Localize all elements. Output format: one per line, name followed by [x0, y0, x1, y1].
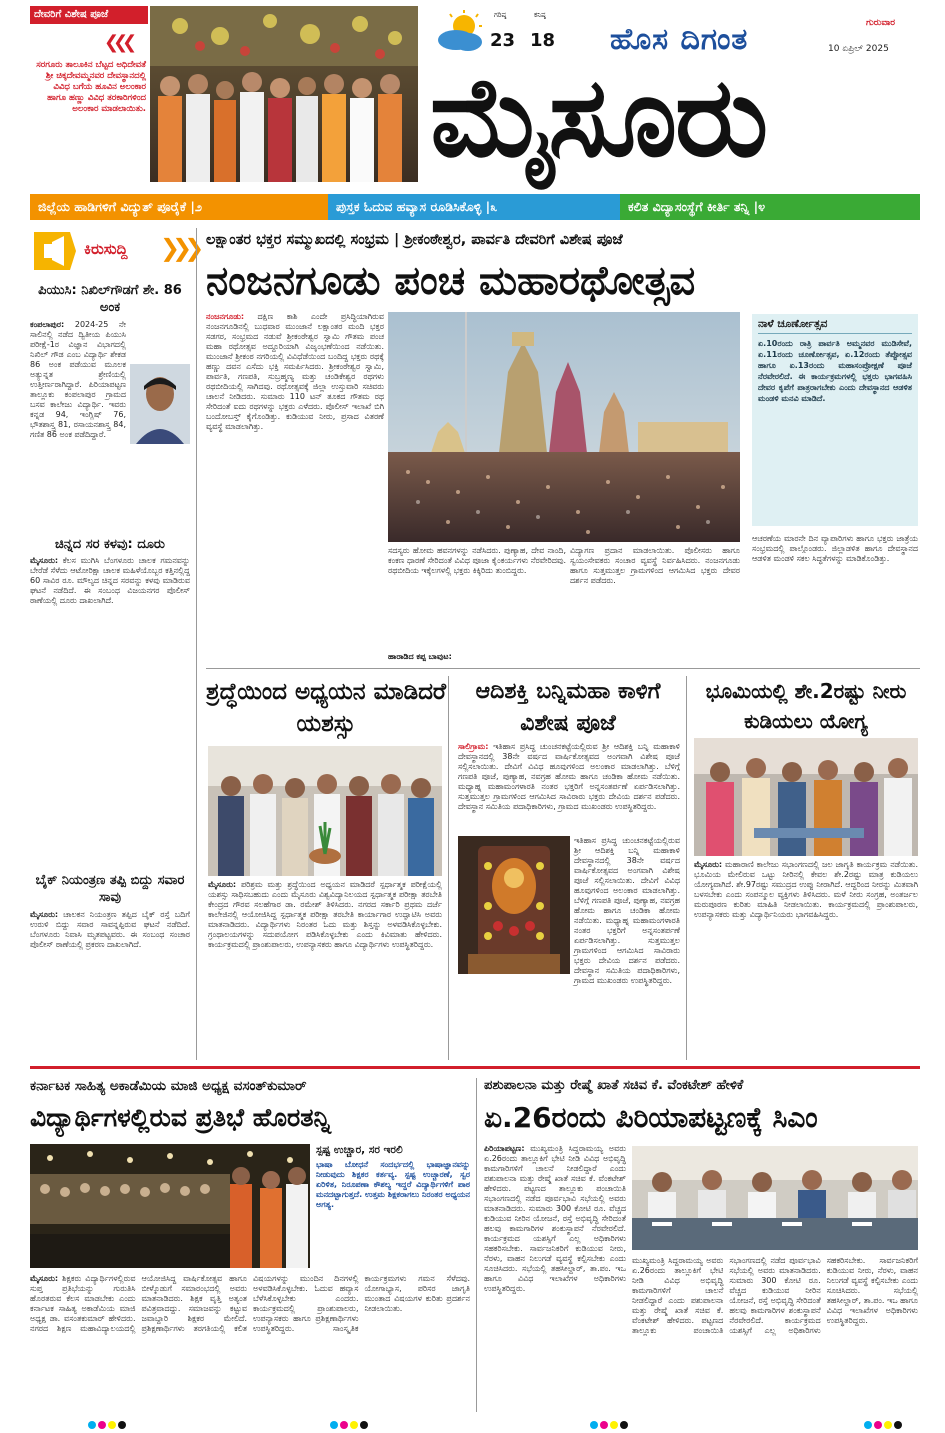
min-temp: 18	[530, 30, 556, 51]
sidebar-item2-dateline: ಮೈಸೂರು:	[30, 556, 59, 565]
lead-body-col2	[388, 546, 566, 662]
city-nameplate: ಮೈಸೂರು	[430, 53, 767, 181]
chevron-left-icon: ❮❮❮	[104, 32, 132, 53]
info-box-body: ಏ.10ರಂದು ರಾತ್ರಿ ಪಾರ್ವತಿ ಅಮ್ಮನವರ ಮುಡಿಸೇವೆ, ಏ.11ರಂದು ಚೂರ್ಣೋತ್ಸವ, ಏ.12ರಂದು ತೆಪ್ಪೋತ್ಸವ ಹಾಗೂ ಏ.13ರಂದು ಮಹಾಸಂಪ್ರೋಕ್ಷಣೆ ಪೂಜೆ ನೆರವೇರಲಿದೆ. ಈ ಕಾರ್ಯಕ್ರಮಗಳಲ್ಲಿ ಭಕ್ತರು ಭಾಗವಹಿಸಿ ದೇವರ ಕೃಪೆಗೆ ಪಾತ್ರರಾಗಬೇಕು ಎಂದು ದೇವಸ್ಥಾನದ ಆಡಳಿತ ಮಂಡಳಿ ಮನವಿ ಮಾಡಿದೆ.	[758, 339, 912, 403]
lead-headline: ನಂಜನಗೂಡು ಪಂಚ ಮಹಾರಥೋತ್ಸವ	[206, 258, 696, 304]
story3-dateline: ಸಾಲಿಗ್ರಾಮ:	[458, 742, 489, 751]
registration-marks-left	[88, 1414, 128, 1433]
goddess-photo	[458, 836, 570, 974]
story2-text: ಪರಿಶ್ರಮ ಮತ್ತು ಶ್ರದ್ಧೆಯಿಂದ ಅಧ್ಯಯನ ಮಾಡಿದರೆ ಸ್ಪರ್ಧಾತ್ಮಕ ಪರೀಕ್ಷೆಯಲ್ಲಿ ಯಶಸ್ಸು ಸಾಧಿಸಬಹುದು ಎಂದು ಮೈಸೂರು ವಿಶ್ವವಿದ್ಯಾನಿಲಯದ ಸ್ಪರ್ಧಾತ್ಮಕ ಪರೀಕ್ಷಾ ತರಬೇತಿ ಕೇಂದ್ರದ ಗೌರವ ಸಲಹೆಗಾರ ಡಾ. ರಮೇಶ್ ತಿಳಿಸಿದರು. ನಗರದ ಸರ್ಕಾರಿ ಪ್ರಥಮ ದರ್ಜೆ ಕಾಲೇಜಿನಲ್ಲಿ ಆಯೋಜಿಸಿದ್ದ ಸ್ಪರ್ಧಾತ್ಮಕ ಪರೀಕ್ಷಾ ತರಬೇತಿ ಕಾರ್ಯಾಗಾರ ಉದ್ಘಾಟಿಸಿ ಅವರು ಮಾತನಾಡಿದರು. ವಿದ್ಯಾರ್ಥಿಗಳು ನಿರಂತರ ಓದು ಮತ್ತು ಶಿಸ್ತನ್ನು ಅಳವಡಿಸಿಕೊಳ್ಳಬೇಕು. ಗ್ರಂಥಾಲಯಗಳನ್ನು ಸದುಪಯೋಗ ಪಡಿಸಿಕೊಳ್ಳಬೇಕು ಎಂದು ಕಿವಿಮಾತು ಹೇಳಿದರು. ಕಾರ್ಯಕ್ರಮದಲ್ಲಿ ಪ್ರಾಂಶುಪಾಲರು, ಉಪನ್ಯಾಸಕರು ಹಾಗೂ ವಿದ್ಯಾರ್ಥಿಗಳು ಉಪಸ್ಥಿತರಿದ್ದರು.	[208, 880, 442, 949]
temple-priests-photo	[150, 6, 418, 182]
devotion-tag: ದೇವರಿಗೆ ವಿಶೇಷ ಪೂಜೆ	[30, 6, 148, 24]
story3-body-top	[458, 742, 680, 832]
teaser-2-page: |೩	[485, 199, 498, 214]
lead-body3-text: ವಿದ್ಯಾಗಣ ಪ್ರದಾನ ಮಾಡಲಾಯಿತು. ಪೊಲೀಸರು ಹಾಗೂ ಸ್ವಯಂಸೇವಕರು ಸಂಚಾರ ವ್ಯವಸ್ಥೆ ನಿರ್ವಹಿಸಿದರು. ನಂಜನಗೂಡು ಹಾಗೂ ಸುತ್ತಮುತ್ತಲ ಗ್ರಾಮಗಳಿಂದ ಆಗಮಿಸಿದ ಭಕ್ತರು ದೇವರ ದರ್ಶನ ಪಡೆದರು.	[570, 546, 740, 585]
sidebar-divider	[196, 228, 197, 1060]
info-box	[752, 314, 918, 526]
sidebar-item2-text: ಕೆಲಸ ಮುಗಿಸಿ ಬೆಂಗಳೂರು ಚಾಲಕ ಗಮನವನ್ನು ಬೇರೆಡೆ ಸೆಳೆದು ಆಟೋರಿಕ್ಷಾ ಚಾಲಕ ಮಹಿಳೆಯೊಬ್ಬರ ಕತ್ತಿನಲ್ಲಿದ್ದ 60 ಸಾವಿರ ರೂ. ಮೌಲ್ಯದ ಚಿನ್ನದ ಸರವನ್ನು ಕಳವು ಮಾಡಿರುವ ಘಟನೆ ನಡೆದಿದೆ. ಈ ಸಂಬಂಧ ವಿಜಯನಗರ ಪೊಲೀಸ್ ಠಾಣೆಯಲ್ಲಿ ದೂರು ದಾಖಲಾಗಿದೆ.	[30, 556, 190, 605]
lead-dateline: ನಂಜನಗೂಡು:	[206, 312, 245, 321]
story6-photo	[632, 1146, 918, 1250]
brand-logo: ಹೊಸ ದಿಗಂತ	[610, 22, 749, 57]
sidebar-item3-title: ಬೈಕ್ ನಿಯಂತ್ರಣ ತಪ್ಪಿ ಬಿದ್ದು ಸವಾರ ಸಾವು	[35, 873, 185, 905]
story6-body-cols	[632, 1256, 918, 1412]
registration-marks-far-right	[864, 1414, 904, 1433]
teaser-2[interactable]	[328, 194, 620, 220]
teaser-3-text: ಕಲಿತ ವಿದ್ಯಾಸಂಸ್ಥೆಗೆ ಕೀರ್ತಿ ತನ್ನಿ	[628, 199, 750, 214]
lead-kicker: ಲಕ್ಷಾಂತರ ಭಕ್ತರ ಸಮ್ಮುಖದಲ್ಲಿ ಸಂಭ್ರಮ | ಶ್ರೀಕಂಠೇಶ್ವರ, ಪಾರ್ವತಿ ದೇವರಿಗೆ ವಿಶೇಷ ಪೂಜೆ	[206, 232, 623, 248]
megaphone-icon	[30, 228, 80, 274]
teaser-bar	[30, 194, 920, 220]
story6-dateline: ಪಿರಿಯಾಪಟ್ಟಣ:	[484, 1144, 525, 1153]
story4-photo	[694, 738, 918, 856]
teaser-1-text: ಜಿಲ್ಲೆಯ ಹಾಡಿಗಳಿಗೆ ವಿದ್ಯುತ್ ಪೂರೈಕೆ	[38, 199, 187, 214]
col-divider-1	[448, 676, 449, 1060]
story5-photo	[30, 1144, 310, 1268]
story3-headline: ಆದಿಶಕ್ತಿ ಬನ್ನಿಮಹಾ ಕಾಳಿಗೆ ವಿಶೇಷ ಪೂಜೆ	[475, 679, 661, 736]
col-divider-bottom	[476, 1078, 477, 1412]
story3-text: ಇತಿಹಾಸ ಪ್ರಸಿದ್ಧ ಚುಂಚನಕಟ್ಟೆಯಲ್ಲಿರುವ ಶ್ರೀ ಆದಿಶಕ್ತಿ ಬನ್ನಿ ಮಹಾಕಾಳಿ ದೇವಸ್ಥಾನದಲ್ಲಿ 38ನೇ ವರ್ಷದ ವಾರ್ಷಿಕೋತ್ಸವದ ಅಂಗವಾಗಿ ವಿಶೇಷ ಪೂಜೆ ಸಲ್ಲಿಸಲಾಯಿತು. ದೇವಿಗೆ ವಿವಿಧ ಹೂವುಗಳಿಂದ ಅಲಂಕಾರ ಮಾಡಲಾಗಿತ್ತು. ಬೆಳಿಗ್ಗೆ ಗಣಪತಿ ಪೂಜೆ, ಪುಣ್ಯಾಹ, ನವಗ್ರಹ ಹೋಮ ಹಾಗೂ ಚಂಡಿಕಾ ಹೋಮ ನಡೆಯಿತು. ಮಧ್ಯಾಹ್ನ ಮಹಾಮಂಗಳಾರತಿ ನಂತರ ಭಕ್ತರಿಗೆ ಅನ್ನಸಂತರ್ಪಣೆ ಏರ್ಪಡಿಸಲಾಗಿತ್ತು. ಸುತ್ತಮುತ್ತಲ ಗ್ರಾಮಗಳಿಂದ ಆಗಮಿಸಿದ ಸಾವಿರಾರು ಭಕ್ತರು ದೇವಿಯ ದರ್ಶನ ಪಡೆದರು. ದೇವಸ್ಥಾನ ಸಮಿತಿಯ ಪದಾಧಿಕಾರಿಗಳು, ಗ್ರಾಮದ ಮುಖಂಡರು ಉಪಸ್ಥಿತರಿದ್ದರು.	[458, 742, 680, 811]
chevron-right-icon: ❯❯❯	[160, 234, 197, 262]
issue-day: ಗುರುವಾರ	[866, 18, 896, 28]
sidebar-item2-title: ಚಿನ್ನದ ಸರ ಕಳವು: ದೂರು	[55, 537, 165, 552]
teaser-3[interactable]	[620, 194, 920, 220]
lead-body2-text: ಸದಸ್ಯರು ಹೋಮ ಹವನಗಳನ್ನು ನಡೆಸಿದರು. ಪುಣ್ಯಾಹ, ದೇವ ನಾಂದಿ, ಕಂಕಣ ಧಾರಣೆ ಸೇರಿದಂತೆ ವಿವಿಧ ಪೂಜಾ ಕೈಂಕರ್ಯಗಳು ನೆರವೇರಿದವು. ರಥಬೀದಿಯ ಇಕ್ಕೆಲಗಳಲ್ಲಿ ಭಕ್ತರು ಕಿಕ್ಕಿರಿದು ತುಂಬಿದ್ದರು.	[388, 546, 566, 575]
story6-kicker: ಪಶುಪಾಲನಾ ಮತ್ತು ರೇಷ್ಮೆ ಖಾತೆ ಸಚಿವ ಕೆ. ವೆಂಕಟೇಶ್ ಹೇಳಿಕೆ	[484, 1078, 744, 1093]
lead-body4-text: ಆಚರಣೆಯ ಮಾರನೇ ದಿನ ವ್ಯಾಪಾರಿಗಳು ಹಾಗೂ ಭಕ್ತರು ಜಾತ್ರೆಯ ಸಂಭ್ರಮದಲ್ಲಿ ಪಾಲ್ಗೊಂಡರು. ಜಿಲ್ಲಾಡಳಿತ ಹಾಗೂ ದೇವಸ್ಥಾನದ ಆಡಳಿತ ಮಂಡಳಿ ಸಕಲ ಸಿದ್ಧತೆಗಳನ್ನು ಮಾಡಿಕೊಂಡಿತ್ತು.	[752, 534, 918, 563]
lead-caption: ಹಾರಾಡಿದ ಕಪ್ಪ ಬಾವುಟ:	[388, 652, 452, 661]
kirusuddi-text: ಕಿರುಸುದ್ದಿ	[84, 240, 128, 258]
story6-text-cont: ಮುಖ್ಯಮಂತ್ರಿ ಸಿದ್ದರಾಮಯ್ಯ ಅವರು ಏ.26ರಂದು ತಾಲ್ಲೂಕಿಗೆ ಭೇಟಿ ನೀಡಿ ವಿವಿಧ ಅಭಿವೃದ್ಧಿ ಕಾಮಗಾರಿಗಳಿಗೆ ಚಾಲನೆ ನೀಡಲಿದ್ದಾರೆ ಎಂದು ಪಶುಪಾಲನಾ ಮತ್ತು ರೇಷ್ಮೆ ಖಾತೆ ಸಚಿವ ಕೆ. ವೆಂಕಟೇಶ್ ಹೇಳಿದರು. ಪಟ್ಟಣದ ತಾಲ್ಲೂಕು ಪಂಚಾಯಿತಿ ಸಭಾಂಗಣದಲ್ಲಿ ನಡೆದ ಪೂರ್ವಭಾವಿ ಸಭೆಯಲ್ಲಿ ಅವರು ಮಾತನಾಡಿದರು. ಸುಮಾರು 300 ಕೋಟಿ ರೂ. ವೆಚ್ಚದ ಕುಡಿಯುವ ನೀರಿನ ಯೋಜನೆ, ರಸ್ತೆ ಅಭಿವೃದ್ಧಿ ಸೇರಿದಂತೆ ಹಲವು ಕಾಮಗಾರಿಗಳ ಶಂಕುಸ್ಥಾಪನೆ ನೆರವೇರಲಿದೆ. ಕಾರ್ಯಕ್ರಮದ ಯಶಸ್ಸಿಗೆ ಎಲ್ಲ ಅಧಿಕಾರಿಗಳು ಸಹಕರಿಸಬೇಕು. ಸಾರ್ವಜನಿಕರಿಗೆ ಕುಡಿಯುವ ನೀರು, ನೆರಳು, ವಾಹನ ನಿಲುಗಡೆ ವ್ಯವಸ್ಥೆ ಕಲ್ಪಿಸಬೇಕು ಎಂದು ಸೂಚಿಸಿದರು. ಸಭೆಯಲ್ಲಿ ತಹಸೀಲ್ದಾರ್, ತಾ.ಪಂ. ಇಒ ಹಾಗೂ ವಿವಿಧ ಇಲಾಖೆಗಳ ಅಧಿಕಾರಿಗಳು ಉಪಸ್ಥಿತರಿದ್ದರು.	[632, 1256, 918, 1335]
rathotsava-photo	[388, 312, 740, 542]
story5-pull-body: ಭಾಷಾ ಬೋಧನೆ ಸಂದರ್ಭದಲ್ಲಿ ಭಾಷಾಜ್ಞಾನವನ್ನು ನೀಡುವುದು ಶಿಕ್ಷಕರ ಕರ್ತವ್ಯ. ಸ್ಪಷ್ಟ ಉಚ್ಚಾರಣೆ, ಸ್ವರ ಏರಿಳಿತ, ನಿರೂಪಣಾ ಕೌಶಲ್ಯ ಇದ್ದರೆ ವಿದ್ಯಾರ್ಥಿಗಳಿಗೆ ಪಾಠ ಮನದಟ್ಟಾಗುತ್ತದೆ. ಉತ್ತಮ ಶಿಕ್ಷಕರಾಗಲು ನಿರಂತರ ಅಧ್ಯಯನ ಅಗತ್ಯ.	[316, 1160, 470, 1209]
sidebar-item2-body	[30, 556, 190, 862]
sidebar-item3-body	[30, 910, 190, 1060]
sidebar-item1-dateline: ಕಂಪಲಾಪುರ:	[30, 320, 65, 329]
lead-body-col4	[752, 534, 918, 662]
story5-body	[30, 1274, 470, 1412]
story5-dateline: ಮೈಸೂರು:	[30, 1274, 59, 1283]
teaser-1[interactable]	[30, 194, 328, 220]
story5-headline: ವಿದ್ಯಾರ್ಥಿಗಳಲ್ಲಿರುವ ಪ್ರತಿಭೆ ಹೊರತನ್ನಿ	[30, 1103, 331, 1132]
lead-body-col1	[206, 312, 384, 662]
story6-headline: ಏ.26ರಂದು ಪಿರಿಯಾಪಟ್ಟಣಕ್ಕೆ ಸಿಎಂ	[484, 1101, 818, 1134]
col-divider-2	[686, 676, 687, 1060]
mid-bottom-rule	[30, 1066, 920, 1069]
issue-date: 10 ಏಪ್ರಿಲ್ 2025	[828, 44, 889, 54]
teaser-2-text: ಪುಸ್ತಕ ಓದುವ ಹವ್ಯಾಸ ರೂಡಿಸಿಕೊಳ್ಳಿ	[336, 199, 482, 214]
story2-dateline: ಮೈಸೂರು:	[208, 880, 237, 889]
max-temp-label: ಗರಿಷ್ಠ	[494, 11, 507, 19]
story5-text: ಶಿಕ್ಷಕರು ವಿದ್ಯಾರ್ಥಿಗಳಲ್ಲಿರುವ ಸುಪ್ತ ಪ್ರತಿಭೆಯನ್ನು ಗುರುತಿಸಿ ಹೊರತರುವ ಕೆಲಸ ಮಾಡಬೇಕು ಎಂದು ಕರ್ನಾಟಕ ಸಾಹಿತ್ಯ ಅಕಾಡೆಮಿಯ ಮಾಜಿ ಅಧ್ಯಕ್ಷ ಡಾ. ವಸಂತಕುಮಾರ್ ಹೇಳಿದರು. ನಗರದ ಶಿಕ್ಷಣ ಮಹಾವಿದ್ಯಾಲಯದಲ್ಲಿ ಆಯೋಜಿಸಿದ್ದ ವಾರ್ಷಿಕೋತ್ಸವ ಹಾಗೂ ಬೀಳ್ಕೊಡುಗೆ ಸಮಾರಂಭದಲ್ಲಿ ಅವರು ಮಾತನಾಡಿದರು. ಶಿಕ್ಷಕ ವೃತ್ತಿ ಅತ್ಯಂತ ಪವಿತ್ರವಾದದ್ದು. ಸಮಾಜವನ್ನು ಕಟ್ಟುವ ಜವಾಬ್ದಾರಿ ಶಿಕ್ಷಕರ ಮೇಲಿದೆ. ಪ್ರಶಿಕ್ಷಣಾರ್ಥಿಗಳು ತರಗತಿಯಲ್ಲಿ ಕಲಿತ ವಿಷಯಗಳನ್ನು ಮುಂದಿನ ದಿನಗಳಲ್ಲಿ ಅಳವಡಿಸಿಕೊಳ್ಳಬೇಕು. ಓದುವ ಹವ್ಯಾಸ ಬೆಳೆಸಿಕೊಳ್ಳಬೇಕು ಎಂದರು. ಕಾರ್ಯಕ್ರಮದಲ್ಲಿ ಪ್ರಾಂಶುಪಾಲರು, ಉಪನ್ಯಾಸಕರು ಹಾಗೂ ಪ್ರಶಿಕ್ಷಣಾರ್ಥಿಗಳು ಉಪಸ್ಥಿತರಿದ್ದರು. ಸಾಂಸ್ಕೃತಿಕ ಕಾರ್ಯಕ್ರಮಗಳು ಗಮನ ಸೆಳೆದವು. ಯೋಗಾಭ್ಯಾಸ, ಪರಿಸರ ಜಾಗೃತಿ ಮುಂತಾದ ವಿಷಯಗಳ ಕುರಿತು ಪ್ರದರ್ಶನ ನೀಡಲಾಯಿತು.	[30, 1274, 470, 1333]
lead-bottom-rule	[206, 668, 920, 669]
story6-body-col1	[484, 1144, 627, 1293]
story5-pull-title: ಸ್ಪಷ್ಟ ಉಚ್ಚಾರ, ಸರ ಇರಲಿ	[316, 1144, 403, 1156]
student-portrait	[130, 364, 190, 444]
max-temp: 23	[490, 30, 516, 51]
lead-body-col3	[570, 546, 740, 662]
sidebar-item1-text: 2024-25 ನೇ ಸಾಲಿನಲ್ಲಿ ನಡೆದ ದ್ವಿತೀಯ ಪಿಯುಸಿ ಪರೀಕ್ಷೆ-1ರ ವಿಜ್ಞಾನ ವಿಭಾಗದಲ್ಲಿ ನಿಖಿಲ್ ಗೌಡ ಎಂಬ ವಿದ್ಯಾರ್ಥಿ ಶೇಕಡ 86 ಅಂಕ ಪಡೆಯುವ ಮೂಲಕ ಅತ್ಯುನ್ನತ ಶ್ರೇಣಿಯಲ್ಲಿ ಉತ್ತೀರ್ಣರಾಗಿದ್ದಾರೆ. ಪಿರಿಯಾಪಟ್ಟಣ ತಾಲ್ಲೂಕು ಕಂಪಲಾಪುರ ಗ್ರಾಮದ ಬಸವ ಕಾಲೇಜು ವಿದ್ಯಾರ್ಥಿ. ಇವರು ಕನ್ನಡ 94, ಇಂಗ್ಲಿಷ್ 76, ಭೌತಶಾಸ್ತ್ರ 81, ರಸಾಯನಶಾಸ್ತ್ರ 84, ಗಣಿತ 86 ಅಂಕ ಪಡೆದಿದ್ದಾರೆ.	[30, 320, 127, 439]
story5-kicker: ಕರ್ನಾಟಕ ಸಾಹಿತ್ಯ ಅಕಾಡೆಮಿಯ ಮಾಜಿ ಅಧ್ಯಕ್ಷ ವಸಂತ್‌ಕುಮಾರ್	[30, 1078, 307, 1094]
teaser-1-page: |೨	[190, 199, 202, 214]
story4-text: ಮಹಾರಾಣಿ ಕಾಲೇಜು ಸಭಾಂಗಣದಲ್ಲಿ ಜಲ ಜಾಗೃತಿ ಕಾರ್ಯಕ್ರಮ ನಡೆಯಿತು. ಭೂಮಿಯ ಮೇಲಿರುವ ಒಟ್ಟು ನೀರಿನಲ್ಲಿ ಕೇವಲ ಶೇ.2ರಷ್ಟು ಮಾತ್ರ ಕುಡಿಯಲು ಯೋಗ್ಯವಾಗಿದೆ. ಶೇ.97ರಷ್ಟು ಸಮುದ್ರದ ಉಪ್ಪು ನೀರಾಗಿದೆ. ಆದ್ದರಿಂದ ನೀರನ್ನು ಮಿತವಾಗಿ ಬಳಸಬೇಕು ಎಂದು ಸಂಪನ್ಮೂಲ ವ್ಯಕ್ತಿಗಳು ತಿಳಿಸಿದರು. ಮಳೆ ನೀರು ಸಂಗ್ರಹ, ಅಂತರ್ಜಲ ಮರುಪೂರಣ ಕುರಿತು ಮಾಹಿತಿ ನೀಡಲಾಯಿತು. ಕಾರ್ಯಕ್ರಮದಲ್ಲಿ ಪ್ರಾಂಶುಪಾಲರು, ಉಪನ್ಯಾಸಕರು ಮತ್ತು ವಿದ್ಯಾರ್ಥಿನಿಯರು ಭಾಗವಹಿಸಿದ್ದರು.	[694, 860, 919, 919]
story4-dateline: ಮೈಸೂರು:	[694, 860, 723, 869]
story3-body-side	[574, 836, 680, 1060]
sidebar-item3-text: ಚಾಲಕನ ನಿಯಂತ್ರಣ ತಪ್ಪಿದ ಬೈಕ್ ರಸ್ತೆ ಬದಿಗೆ ಉರುಳಿ ಬಿದ್ದು ಸವಾರ ಸಾವನ್ನಪ್ಪಿರುವ ಘಟನೆ ನಡೆದಿದೆ. ಬೆಂಗಳೂರು ನಿವಾಸಿ ಮೃತಪಟ್ಟವರು. ಈ ಸಂಬಂಧ ಸಂಚಾರ ಪೊಲೀಸ್ ಠಾಣೆಯಲ್ಲಿ ಪ್ರಕರಣ ದಾಖಲಾಗಿದೆ.	[30, 910, 191, 949]
story2-body	[208, 880, 442, 1060]
teaser-3-page: |೪	[753, 199, 766, 214]
story2-headline: ಶ್ರದ್ಧೆಯಿಂದ ಅಧ್ಯಯನ ಮಾಡಿದರೆ ಯಶಸ್ಸು	[206, 679, 447, 737]
registration-marks-right	[590, 1414, 630, 1433]
kirusuddi-logo	[30, 228, 197, 274]
story3-text-cont: ಇತಿಹಾಸ ಪ್ರಸಿದ್ಧ ಚುಂಚನಕಟ್ಟೆಯಲ್ಲಿರುವ ಶ್ರೀ ಆದಿಶಕ್ತಿ ಬನ್ನಿ ಮಹಾಕಾಳಿ ದೇವಸ್ಥಾನದಲ್ಲಿ 38ನೇ ವರ್ಷದ ವಾರ್ಷಿಕೋತ್ಸವದ ಅಂಗವಾಗಿ ವಿಶೇಷ ಪೂಜೆ ಸಲ್ಲಿಸಲಾಯಿತು. ದೇವಿಗೆ ವಿವಿಧ ಹೂವುಗಳಿಂದ ಅಲಂಕಾರ ಮಾಡಲಾಗಿತ್ತು. ಬೆಳಿಗ್ಗೆ ಗಣಪತಿ ಪೂಜೆ, ಪುಣ್ಯಾಹ, ನವಗ್ರಹ ಹೋಮ ಹಾಗೂ ಚಂಡಿಕಾ ಹೋಮ ನಡೆಯಿತು. ಮಧ್ಯಾಹ್ನ ಮಹಾಮಂಗಳಾರತಿ ನಂತರ ಭಕ್ತರಿಗೆ ಅನ್ನಸಂತರ್ಪಣೆ ಏರ್ಪಡಿಸಲಾಗಿತ್ತು. ಸುತ್ತಮುತ್ತಲ ಗ್ರಾಮಗಳಿಂದ ಆಗಮಿಸಿದ ಸಾವಿರಾರು ಭಕ್ತರು ದೇವಿಯ ದರ್ಶನ ಪಡೆದರು. ದೇವಸ್ಥಾನ ಸಮಿತಿಯ ಪದಾಧಿಕಾರಿಗಳು, ಗ್ರಾಮದ ಮುಖಂಡರು ಉಪಸ್ಥಿತರಿದ್ದರು.	[574, 836, 680, 985]
sidebar-item3-dateline: ಮೈಸೂರು:	[30, 910, 59, 919]
story4-body	[694, 860, 918, 1060]
devotion-caption: ಸರಗೂರು ತಾಲೂಕಿನ ಬೆಟ್ಟದ ಅಧಿದೇವತೆ ಶ್ರೀ ಚಿಕ್ಕದೇವಮ್ಮನವರ ದೇವಸ್ಥಾನದಲ್ಲಿ ವಿವಿಧ ಬಗೆಯ ಹೂವಿನ ಅಲಂಕಾರ ಹಾಗೂ ಹಣ್ಣು ವಿವಿಧ ತರಕಾರಿಗಳಿಂದ ಅಲಂಕಾರ ಮಾಡಲಾಯಿತು.	[36, 60, 146, 114]
story6-text: ಮುಖ್ಯಮಂತ್ರಿ ಸಿದ್ದರಾಮಯ್ಯ ಅವರು ಏ.26ರಂದು ತಾಲ್ಲೂಕಿಗೆ ಭೇಟಿ ನೀಡಿ ವಿವಿಧ ಅಭಿವೃದ್ಧಿ ಕಾಮಗಾರಿಗಳಿಗೆ ಚಾಲನೆ ನೀಡಲಿದ್ದಾರೆ ಎಂದು ಪಶುಪಾಲನಾ ಮತ್ತು ರೇಷ್ಮೆ ಖಾತೆ ಸಚಿವ ಕೆ. ವೆಂಕಟೇಶ್ ಹೇಳಿದರು. ಪಟ್ಟಣದ ತಾಲ್ಲೂಕು ಪಂಚಾಯಿತಿ ಸಭಾಂಗಣದಲ್ಲಿ ನಡೆದ ಪೂರ್ವಭಾವಿ ಸಭೆಯಲ್ಲಿ ಅವರು ಮಾತನಾಡಿದರು. ಸುಮಾರು 300 ಕೋಟಿ ರೂ. ವೆಚ್ಚದ ಕುಡಿಯುವ ನೀರಿನ ಯೋಜನೆ, ರಸ್ತೆ ಅಭಿವೃದ್ಧಿ ಸೇರಿದಂತೆ ಹಲವು ಕಾಮಗಾರಿಗಳ ಶಂಕುಸ್ಥಾಪನೆ ನೆರವೇರಲಿದೆ. ಕಾರ್ಯಕ್ರಮದ ಯಶಸ್ಸಿಗೆ ಎಲ್ಲ ಅಧಿಕಾರಿಗಳು ಸಹಕರಿಸಬೇಕು. ಸಾರ್ವಜನಿಕರಿಗೆ ಕುಡಿಯುವ ನೀರು, ನೆರಳು, ವಾಹನ ನಿಲುಗಡೆ ವ್ಯವಸ್ಥೆ ಕಲ್ಪಿಸಬೇಕು ಎಂದು ಸೂಚಿಸಿದರು. ಸಭೆಯಲ್ಲಿ ತಹಸೀಲ್ದಾರ್, ತಾ.ಪಂ. ಇಒ ಹಾಗೂ ವಿವಿಧ ಇಲಾಖೆಗಳ ಅಧಿಕಾರಿಗಳು ಉಪಸ್ಥಿತರಿದ್ದರು.	[484, 1144, 627, 1293]
registration-marks-mid	[330, 1414, 370, 1433]
story4-headline: ಭೂಮಿಯಲ್ಲಿ ಶೇ.2ರಷ್ಟು ನೀರು ಕುಡಿಯಲು ಯೋಗ್ಯ	[705, 679, 907, 733]
lead-body-text: ದಕ್ಷಿಣ ಕಾಶಿ ಎಂದೇ ಪ್ರಸಿದ್ಧಿಯಾಗಿರುವ ನಂಜನಗೂಡಿನಲ್ಲಿ ಬುಧವಾರ ಮುಂಜಾನೆ ಲಕ್ಷಾಂತರ ಮಂದಿ ಭಕ್ತರ ಸಡಗರ, ಸಂಭ್ರಮದ ನಡುವೆ ಶ್ರೀಕಂಠೇಶ್ವರ ಸ್ವಾಮಿ ಗೌತಮ ಪಂಚ ಮಹಾ ರಥೋತ್ಸವ ಅದ್ದೂರಿಯಾಗಿ ವಿಜೃಂಭಣೆಯಿಂದ ನಡೆಯಿತು. ಮುಂಜಾನೆ ಶ್ರೀಕಂಠ ನಗರಿಯಲ್ಲಿ ವಿವಿಧೆಡೆಯಿಂದ ಬಂದಿದ್ದ ಭಕ್ತರು ರಥಕ್ಕೆ ಹಣ್ಣು ದವನ ಎಸೆದು ಭಕ್ತಿ ಸಮರ್ಪಿಸಿದರು. ಶ್ರೀಕಂಠೇಶ್ವರ ಸ್ವಾಮಿ, ಪಾರ್ವತಿ, ಗಣಪತಿ, ಸುಬ್ರಹ್ಮಣ್ಯ ಮತ್ತು ಚಂಡಿಕೇಶ್ವರ ರಥಗಳು ರಥಬೀದಿಯಲ್ಲಿ ಸಾಗಿದವು. ರಥೋತ್ಸವಕ್ಕೆ ಜಿಲ್ಲಾ ಉಸ್ತುವಾರಿ ಸಚಿವರು ಚಾಲನೆ ನೀಡಿದರು. ಸುಮಾರು 110 ಟನ್ ತೂಕದ ಗೌತಮ ರಥ ಸೇರಿದಂತೆ ಐದು ರಥಗಳನ್ನು ಭಕ್ತರು ಎಳೆದರು. ಪೊಲೀಸ್ ಇಲಾಖೆ ಬಿಗಿ ಬಂದೋಬಸ್ತ್ ಕೈಗೊಂಡಿತ್ತು. ಕುಡಿಯುವ ನೀರು, ಪ್ರಸಾದ ವಿತರಣೆ ವ್ಯವಸ್ಥೆ ಮಾಡಲಾಗಿತ್ತು.	[206, 312, 384, 431]
min-temp-label: ಕನಿಷ್ಠ	[534, 11, 546, 19]
story2-photo	[208, 746, 442, 876]
info-box-title: ನಾಳೆ ಚೂರ್ಣೋತ್ಸವ	[758, 318, 912, 334]
sidebar-item1-body	[30, 320, 190, 530]
sidebar-item1-title: ಪಿಯುಸಿ: ನಿಖಿಲ್‌ಗೌಡಗೆ ಶೇ. 86 ಅಂಕ	[38, 283, 182, 315]
